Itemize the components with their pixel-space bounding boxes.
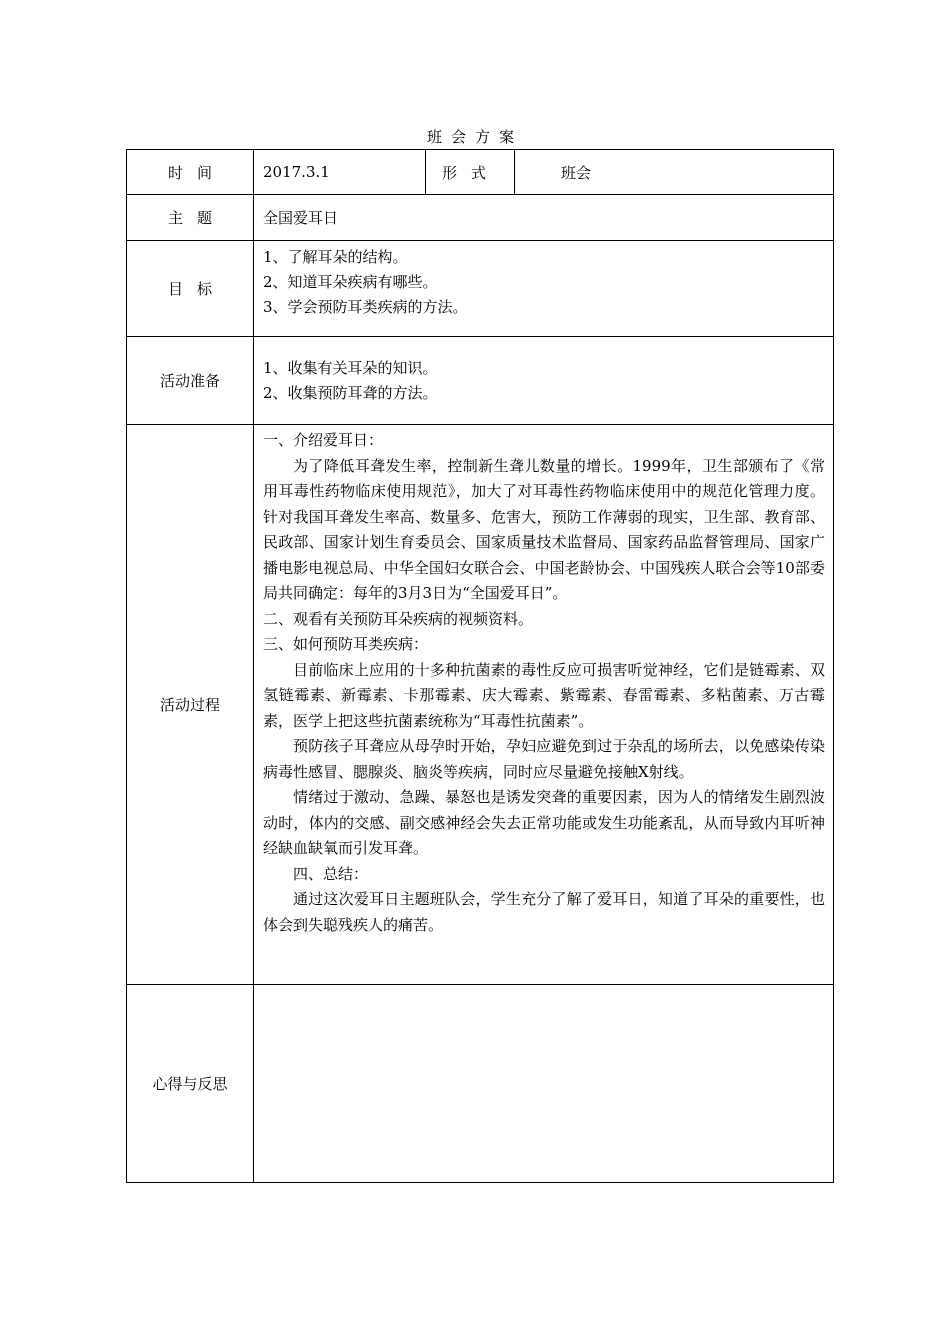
process-heading: 四、总结：	[293, 864, 369, 883]
theme-value: 全国爱耳日	[254, 195, 834, 241]
time-label: 时间	[127, 150, 254, 195]
form-label: 形式	[426, 150, 515, 195]
reflection-content[interactable]	[254, 985, 834, 1183]
process-paragraph: 为了降低耳聋发生率，控制新生聋儿数量的增长。1999年，卫生部颁布了《常用耳毒性药物临床使用规范》，加大了对耳毒性药物临床使用中的规范化管理力度。针对我国耳聋发生率高、数量多、危害大，预防工作薄弱的现实，卫生部、教育部、民政部、国家计划生育委员会、国家质量技术监督局、国家药品监督管理局、国家广播电影电视总局、中华全国妇女联合会、中国老龄协会、中国残疾人联合会等10部委局共同确定：每年的3月3日为“全国爱耳日”。	[263, 456, 825, 602]
preparation-item: 1、收集有关耳朵的知识。	[263, 358, 438, 377]
document-title: 班会方案	[426, 128, 523, 146]
preparation-label: 活动准备	[127, 337, 254, 425]
meta-row	[127, 150, 834, 195]
preparation-list	[254, 337, 834, 425]
process-heading: 二、观看有关预防耳朵疾病的视频资料。	[263, 609, 534, 628]
process-heading: 一、介绍爱耳日：	[263, 431, 384, 449]
form-value: 班会	[515, 150, 834, 195]
theme-row	[127, 195, 834, 241]
goals-list	[254, 241, 834, 337]
process-row	[127, 425, 834, 985]
theme-label: 主题	[127, 195, 254, 241]
process-content	[254, 425, 834, 985]
goals-label: 目标	[127, 241, 254, 337]
time-value: 2017.3.1	[254, 150, 426, 195]
process-label: 活动过程	[127, 425, 254, 985]
preparation-item: 2、收集预防耳聋的方法。	[263, 383, 438, 402]
reflection-row	[127, 985, 834, 1183]
process-paragraph: 目前临床上应用的十多种抗菌素的毒性反应可损害听觉神经，它们是链霉素、双氢链霉素、新霉素、卡那霉素、庆大霉素、紫霉素、春雷霉素、多粘菌素、万古霉素，医学上把这些抗菌素统称为“耳毒性抗菌素”。	[263, 660, 825, 730]
goal-item: 2、知道耳朵疾病有哪些。	[263, 273, 438, 291]
process-paragraph: 预防孩子耳聋应从母孕时开始，孕妇应避免到过于杂乱的场所去，以免感染传染病毒性感冒、腮腺炎、脑炎等疾病，同时应尽量避免接触X射线。	[263, 737, 825, 781]
goals-row	[127, 241, 834, 337]
reflection-label: 心得与反思	[127, 985, 254, 1183]
preparation-row	[127, 337, 834, 425]
goal-item: 3、学会预防耳类疾病的方法。	[263, 298, 468, 316]
goal-item: 1、了解耳朵的结构。	[263, 248, 408, 266]
process-paragraph: 通过这次爱耳日主题班队会，学生充分了解了爱耳日，知道了耳朵的重要性，也体会到失聪残疾人的痛苦。	[263, 890, 825, 934]
process-paragraph: 情绪过于激动、急躁、暴怒也是诱发突聋的重要因素，因为人的情绪发生剧烈波动时，体内的交感、副交感神经会失去正常功能或发生功能紊乱，从而导致内耳听神经缺血缺氧而引发耳聋。	[263, 788, 825, 857]
plan-table	[126, 149, 834, 1183]
process-heading: 三、如何预防耳类疾病：	[263, 635, 429, 653]
